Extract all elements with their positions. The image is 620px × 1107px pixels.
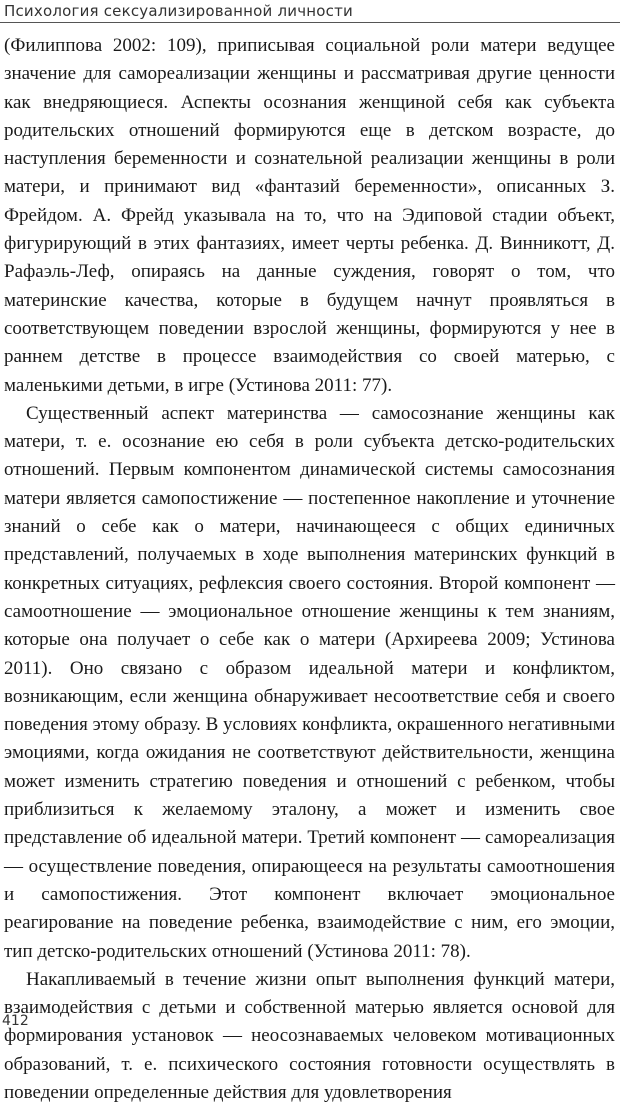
page-number: 412: [2, 1013, 29, 1029]
running-head: Психология сексуализированной личности: [4, 2, 353, 20]
paragraph-2: Существенный аспект материнства — самосознание женщины как матери, т. е. осознание ею себя в роли субъекта детско-родительских отношений. Первым компонентом динамической системы самосознания матери является самопостижение — постепенное накопление и уточнение знаний о себе как о матери, начинающееся с общих единичных представлений, получаемых в ходе выполнения материнских функций в конкретных ситуациях, рефлексия своего состояния. Второй компонент — самоотношение — эмоциональное отношение женщины к тем знаниям, которые она получает о себе как о матери (Архиреева 2009; Устинова 2011). Оно связано с образом идеальной матери и конфликтом, возникающим, если женщина обнаруживает несоответствие себя и своего поведения этому образу. В условиях конфликта, окрашенного негативными эмоциями, когда ожидания не соответствуют действительности, женщина может изменить стратегию поведения и отношений с ребенком, чтобы приблизиться к желаемому эталону, а может и изменить свое представление об идеальной матери. Третий компонент — самореализация — осуществление поведения, опирающееся на результаты самоотношения и самопостижения. Этот компонент включает эмоциональное реагирование на поведение ребенка, взаимодействие с ним, его эмоции, тип детско-родительских отношений (Устинова 2011: 78).: [4, 402, 615, 962]
header-rule: [0, 22, 620, 23]
paragraph-3: Накапливаемый в течение жизни опыт выполнения функций матери, взаимодействия с детьми и собственной матерью является основой для формирования установок — неосознаваемых человеком мотивационных образований, т. е. психического состояния готовности осуществлять в поведении определенные действия для удовлетворения: [4, 968, 615, 1103]
paragraph-1: (Филиппова 2002: 109), приписывая социальной роли матери ведущее значение для самореализации женщины и рассматривая другие ценности как внедряющиеся. Аспекты осознания женщиной себя как субъекта родительских отношений формируются еще в детском возрасте, до наступления беременности и сознательной реализации женщины в роли матери, и принимают вид «фантазий беременности», описанных З. Фрейдом. А. Фрейд указывала на то, что на Эдиповой стадии объект, фигурирующий в этих фантазиях, имеет черты ребенка. Д. Винникотт, Д. Рафаэль-Леф, опираясь на данные суждения, говорят о том, что материнские качества, которые в будущем начнут проявляться в соответствующем поведении взрослой женщины, формируются у нее в раннем детстве в процессе взаимодействия со своей матерью, с маленькими детьми, в игре (Устинова 2011: 77).: [4, 35, 615, 396]
body-text: [4, 32, 615, 1107]
